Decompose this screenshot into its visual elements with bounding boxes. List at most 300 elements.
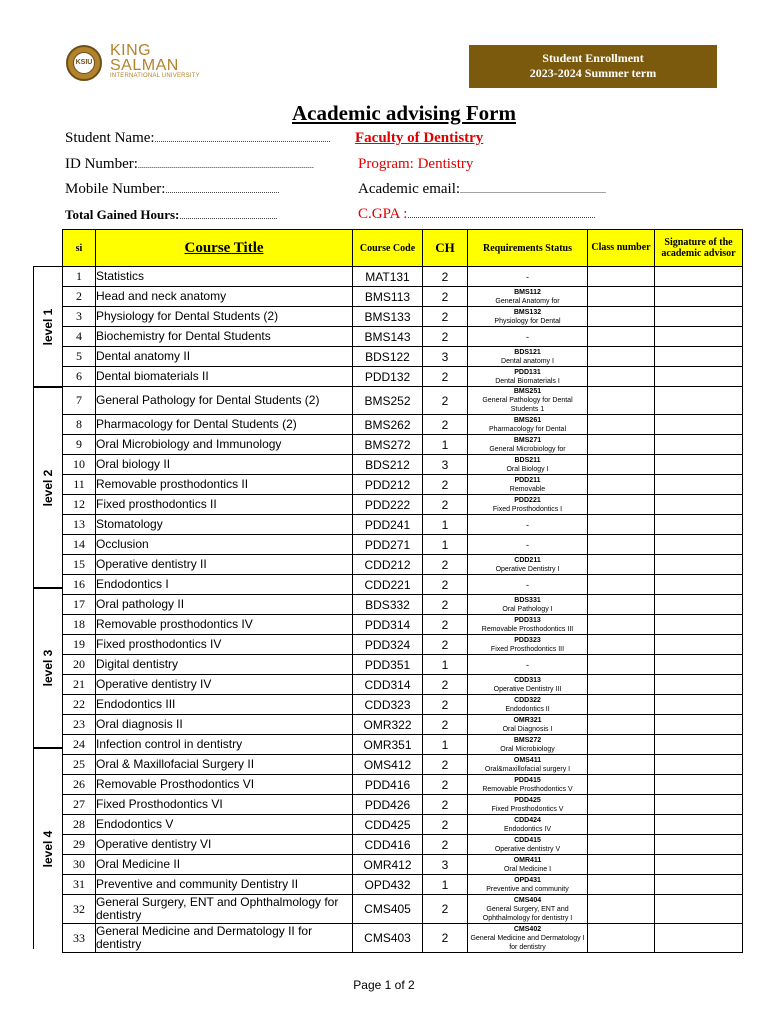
prerequisite-none: - xyxy=(526,660,529,670)
requirements-status xyxy=(468,307,588,327)
requirements-status xyxy=(468,475,588,495)
class-number-cell[interactable] xyxy=(588,367,655,387)
course-title: Operative dentistry IV xyxy=(96,675,353,695)
credit-hours: 2 xyxy=(423,775,468,795)
course-title: Fixed prosthodontics IV xyxy=(96,635,353,655)
advisor-signature-cell[interactable] xyxy=(655,347,743,367)
prerequisite-code: CDD322 xyxy=(514,696,541,704)
credit-hours: 2 xyxy=(423,795,468,815)
advisor-signature-cell[interactable] xyxy=(655,575,743,595)
row-number: 2 xyxy=(63,287,96,307)
table-row xyxy=(63,387,743,415)
course-title: Physiology for Dental Students (2) xyxy=(96,307,353,327)
class-number-cell[interactable] xyxy=(588,695,655,715)
prerequisite-code: BMS251 xyxy=(513,388,542,395)
row-number: 19 xyxy=(63,635,96,655)
class-number-cell[interactable] xyxy=(588,475,655,495)
course-title: Occlusion xyxy=(96,535,353,555)
class-number-cell[interactable] xyxy=(588,435,655,455)
credit-hours: 3 xyxy=(423,455,468,475)
class-number-cell[interactable] xyxy=(588,515,655,535)
row-number: 15 xyxy=(63,555,96,575)
class-number-cell[interactable] xyxy=(588,655,655,675)
prerequisite-code: BMS261 xyxy=(513,416,542,424)
advisor-signature-cell[interactable] xyxy=(655,327,743,347)
advisor-signature-cell[interactable] xyxy=(655,635,743,655)
table-row xyxy=(63,367,743,387)
course-code: CMS403 xyxy=(353,924,423,953)
class-number-cell[interactable] xyxy=(588,287,655,307)
credit-hours: 1 xyxy=(423,435,468,455)
row-number: 26 xyxy=(63,775,96,795)
prerequisite-code: CDD313 xyxy=(514,676,541,684)
course-code: BDS122 xyxy=(353,347,423,367)
advisor-signature-cell[interactable] xyxy=(655,775,743,795)
credit-hours: 2 xyxy=(423,924,468,953)
requirements-status xyxy=(468,675,588,695)
requirements-status xyxy=(468,635,588,655)
course-code: PDD271 xyxy=(353,535,423,555)
table-row xyxy=(63,495,743,515)
requirements-status xyxy=(468,287,588,307)
row-number: 11 xyxy=(63,475,96,495)
prerequisite-name: Removable xyxy=(509,485,546,493)
class-number-cell[interactable] xyxy=(588,795,655,815)
row-number: 29 xyxy=(63,835,96,855)
table-row xyxy=(63,695,743,715)
class-number-cell[interactable] xyxy=(588,307,655,327)
course-code: OMR412 xyxy=(353,855,423,875)
course-code: PDD212 xyxy=(353,475,423,495)
row-number: 3 xyxy=(63,307,96,327)
course-code: PDD426 xyxy=(353,795,423,815)
row-number: 16 xyxy=(63,575,96,595)
requirements-status xyxy=(468,595,588,615)
prerequisite-none: - xyxy=(526,520,529,530)
row-number: 10 xyxy=(63,455,96,475)
course-title: Endodontics I xyxy=(96,575,353,595)
advisor-signature-cell[interactable] xyxy=(655,555,743,575)
level-4-label: level 4 xyxy=(41,830,55,868)
class-number-cell[interactable] xyxy=(588,267,655,287)
table-row xyxy=(63,415,743,435)
table-row xyxy=(63,715,743,735)
prerequisite-code: CDD415 xyxy=(514,836,541,844)
table-row xyxy=(63,755,743,775)
header-course-code: Course Code xyxy=(353,230,423,267)
class-number-cell[interactable] xyxy=(588,455,655,475)
course-title: General Pathology for Dental Students (2) xyxy=(96,387,353,415)
header-si: si xyxy=(63,230,96,267)
course-code: BMS113 xyxy=(353,287,423,307)
id-number-field[interactable]: ID Number:........................................................................................ xyxy=(65,156,314,172)
prerequisite-name: Removable Prosthodontics III xyxy=(481,625,574,633)
requirements-status xyxy=(468,735,588,755)
course-code: BMS262 xyxy=(353,415,423,435)
course-code: OMS412 xyxy=(353,755,423,775)
course-title: Removable Prosthodontics VI xyxy=(96,775,353,795)
table-row xyxy=(63,635,743,655)
class-number-cell[interactable] xyxy=(588,555,655,575)
requirements-status xyxy=(468,715,588,735)
requirements-status xyxy=(468,535,588,555)
advisor-signature-cell[interactable] xyxy=(655,875,743,895)
student-name-field[interactable]: Student Name:........................................................................................ xyxy=(65,130,331,146)
requirements-status xyxy=(468,835,588,855)
class-number-cell[interactable] xyxy=(588,815,655,835)
course-code: PDD241 xyxy=(353,515,423,535)
course-code: CMS405 xyxy=(353,895,423,924)
course-title: General Surgery, ENT and Ophthalmology for dentistry xyxy=(96,895,353,924)
prerequisite-code: OMR411 xyxy=(513,856,542,864)
course-title: Preventive and community Dentistry II xyxy=(96,875,353,895)
credit-hours: 1 xyxy=(423,735,468,755)
page-number: Page 1 of 2 xyxy=(353,978,415,992)
advisor-signature-cell[interactable] xyxy=(655,615,743,635)
course-code: BMS143 xyxy=(353,327,423,347)
course-code: PDD222 xyxy=(353,495,423,515)
course-code: BMS252 xyxy=(353,387,423,415)
prerequisite-code: BDS331 xyxy=(514,596,541,604)
credit-hours: 2 xyxy=(423,415,468,435)
class-number-cell[interactable] xyxy=(588,575,655,595)
prerequisite-code: OPD431 xyxy=(514,876,541,884)
class-number-cell[interactable] xyxy=(588,755,655,775)
row-number: 20 xyxy=(63,655,96,675)
prerequisite-name: Oral Biology I xyxy=(506,465,549,473)
prerequisite-code: OMS411 xyxy=(513,756,542,764)
table-row xyxy=(63,675,743,695)
prerequisite-code: PDD323 xyxy=(514,636,541,644)
credit-hours: 1 xyxy=(423,535,468,555)
class-number-cell[interactable] xyxy=(588,675,655,695)
class-number-cell[interactable] xyxy=(588,535,655,555)
credit-hours: 3 xyxy=(423,855,468,875)
advisor-signature-cell[interactable] xyxy=(655,735,743,755)
course-title: Dental biomaterials II xyxy=(96,367,353,387)
table-row xyxy=(63,924,743,953)
mobile-number-label: Mobile Number: xyxy=(65,181,166,197)
course-title: Statistics xyxy=(96,267,353,287)
course-code: MAT131 xyxy=(353,267,423,287)
credit-hours: 3 xyxy=(423,347,468,367)
prerequisite-code: PDD313 xyxy=(514,616,541,624)
advisor-signature-cell[interactable] xyxy=(655,855,743,875)
advisor-signature-cell[interactable] xyxy=(655,655,743,675)
university-logo xyxy=(66,42,226,82)
class-number-cell[interactable] xyxy=(588,924,655,953)
class-number-cell[interactable] xyxy=(588,595,655,615)
advisor-signature-cell[interactable] xyxy=(655,455,743,475)
requirements-status xyxy=(468,775,588,795)
requirements-status xyxy=(468,327,588,347)
advisor-signature-cell[interactable] xyxy=(655,515,743,535)
advisor-signature-cell[interactable] xyxy=(655,387,743,415)
class-number-cell[interactable] xyxy=(588,415,655,435)
course-code: PDD132 xyxy=(353,367,423,387)
requirements-status xyxy=(468,367,588,387)
prerequisite-name: Operative dentistry V xyxy=(494,845,561,853)
table-row xyxy=(63,655,743,675)
level-3-group xyxy=(33,588,62,748)
table-row xyxy=(63,515,743,535)
level-2-label: level 2 xyxy=(41,469,55,506)
prerequisite-name: Preventive and community xyxy=(486,885,569,893)
prerequisite-code: CMS404 xyxy=(513,896,542,904)
prerequisite-name: General Anatomy for xyxy=(495,297,560,305)
course-title: Fixed Prosthodontics VI xyxy=(96,795,353,815)
form-title: Academic advising Form xyxy=(292,101,516,125)
prerequisite-name: Fixed Prosthodontics III xyxy=(490,645,565,653)
prerequisite-name: Fixed Prosthodontics V xyxy=(491,805,564,813)
table-row xyxy=(63,895,743,924)
row-number: 13 xyxy=(63,515,96,535)
table-row xyxy=(63,615,743,635)
prerequisite-code: CDD424 xyxy=(514,816,541,824)
advisor-signature-cell[interactable] xyxy=(655,675,743,695)
course-code: CDD425 xyxy=(353,815,423,835)
table-row xyxy=(63,455,743,475)
enrollment-term: 2023-2024 Summer term xyxy=(529,66,657,80)
advisor-signature-cell[interactable] xyxy=(655,307,743,327)
credit-hours: 2 xyxy=(423,495,468,515)
advisor-signature-cell[interactable] xyxy=(655,367,743,387)
prerequisite-name: Oral&maxillofacial surgery I xyxy=(484,765,571,773)
requirements-status xyxy=(468,575,588,595)
credit-hours: 2 xyxy=(423,615,468,635)
credit-hours: 2 xyxy=(423,715,468,735)
credit-hours: 2 xyxy=(423,575,468,595)
prerequisite-none: - xyxy=(526,272,529,282)
course-title: Oral biology II xyxy=(96,455,353,475)
row-number: 31 xyxy=(63,875,96,895)
prerequisite-code: BMS271 xyxy=(513,436,542,444)
requirements-status xyxy=(468,515,588,535)
level-3-label: level 3 xyxy=(41,649,55,687)
credit-hours: 1 xyxy=(423,515,468,535)
class-number-cell[interactable] xyxy=(588,895,655,924)
prerequisite-name: Oral Pathology I xyxy=(502,605,553,613)
credit-hours: 2 xyxy=(423,307,468,327)
row-number: 17 xyxy=(63,595,96,615)
credit-hours: 2 xyxy=(423,367,468,387)
row-number: 1 xyxy=(63,267,96,287)
logo-line-3: INTERNATIONAL UNIVERSITY xyxy=(110,73,200,79)
prerequisite-code: OMR321 xyxy=(513,716,542,724)
row-number: 32 xyxy=(63,895,96,924)
course-code: BMS272 xyxy=(353,435,423,455)
table-row xyxy=(63,575,743,595)
academic-email-label: Academic email: xyxy=(358,181,461,197)
prerequisite-name: General Surgery, ENT and Ophthalmology for dentistry I xyxy=(482,905,573,922)
class-number-cell[interactable] xyxy=(588,775,655,795)
advisor-signature-cell[interactable] xyxy=(655,435,743,455)
class-number-cell[interactable] xyxy=(588,875,655,895)
credit-hours: 2 xyxy=(423,287,468,307)
academic-email-field[interactable]: Academic email:......................................................................... xyxy=(358,181,607,197)
credit-hours: 2 xyxy=(423,695,468,715)
requirements-status xyxy=(468,695,588,715)
advisor-signature-cell[interactable] xyxy=(655,815,743,835)
enrollment-banner xyxy=(469,45,717,88)
table-row xyxy=(63,267,743,287)
advisor-signature-cell[interactable] xyxy=(655,924,743,953)
course-title: Removable prosthodontics IV xyxy=(96,615,353,635)
row-number: 6 xyxy=(63,367,96,387)
enrollment-title: Student Enrollment xyxy=(542,51,644,65)
credit-hours: 2 xyxy=(423,555,468,575)
course-title: General Medicine and Dermatology II for dentistry xyxy=(96,924,353,953)
requirements-status xyxy=(468,895,588,924)
table-row xyxy=(63,307,743,327)
course-title: Endodontics III xyxy=(96,695,353,715)
prerequisite-name: General Microbiology for xyxy=(489,445,566,453)
student-name-label: Student Name: xyxy=(65,130,155,146)
row-number: 27 xyxy=(63,795,96,815)
class-number-cell[interactable] xyxy=(588,327,655,347)
prerequisite-name: Fixed Prosthodontics I xyxy=(492,505,563,513)
course-title: Head and neck anatomy xyxy=(96,287,353,307)
prerequisite-name: Oral Microbiology xyxy=(500,745,555,753)
logo-line-1: KING xyxy=(110,42,152,59)
table-row xyxy=(63,555,743,575)
id-number-label: ID Number: xyxy=(65,156,138,172)
row-number: 30 xyxy=(63,855,96,875)
courses-table xyxy=(62,229,743,953)
requirements-status xyxy=(468,795,588,815)
course-code: PDD314 xyxy=(353,615,423,635)
class-number-cell[interactable] xyxy=(588,495,655,515)
requirements-status xyxy=(468,555,588,575)
row-number: 28 xyxy=(63,815,96,835)
prerequisite-code: PDD221 xyxy=(514,496,541,504)
advisor-signature-cell[interactable] xyxy=(655,835,743,855)
requirements-status xyxy=(468,495,588,515)
prerequisite-name: Dental Biomaterials I xyxy=(495,377,560,385)
course-title: Digital dentistry xyxy=(96,655,353,675)
advisor-signature-cell[interactable] xyxy=(655,715,743,735)
level-1-label: level 1 xyxy=(41,308,55,345)
credit-hours: 2 xyxy=(423,895,468,924)
mobile-number-field[interactable]: Mobile Number:......................................................... xyxy=(65,181,280,197)
requirements-status xyxy=(468,815,588,835)
row-number: 9 xyxy=(63,435,96,455)
header-course-title: Course Title xyxy=(96,230,353,267)
class-number-cell[interactable] xyxy=(588,347,655,367)
advisor-signature-cell[interactable] xyxy=(655,795,743,815)
course-code: PDD351 xyxy=(353,655,423,675)
advisor-signature-cell[interactable] xyxy=(655,535,743,555)
gained-hours-field[interactable]: Total Gained Hours:................................................. xyxy=(65,207,278,222)
table-row xyxy=(63,735,743,755)
requirements-status xyxy=(468,615,588,635)
course-title: Removable prosthodontics II xyxy=(96,475,353,495)
table-row xyxy=(63,855,743,875)
class-number-cell[interactable] xyxy=(588,715,655,735)
course-code: BDS212 xyxy=(353,455,423,475)
table-row xyxy=(63,795,743,815)
row-number: 8 xyxy=(63,415,96,435)
table-row xyxy=(63,775,743,795)
prerequisite-name: Endodontics IV xyxy=(503,825,552,833)
requirements-status xyxy=(468,435,588,455)
prerequisite-code: PDD425 xyxy=(514,796,541,804)
prerequisite-code: BDS121 xyxy=(514,348,541,356)
prerequisite-name: General Pathology for Dental Students 1 xyxy=(482,397,573,413)
credit-hours: 2 xyxy=(423,815,468,835)
requirements-status xyxy=(468,855,588,875)
course-code: BDS332 xyxy=(353,595,423,615)
credit-hours: 2 xyxy=(423,635,468,655)
course-rows xyxy=(63,267,743,953)
advisor-signature-cell[interactable] xyxy=(655,415,743,435)
row-number: 4 xyxy=(63,327,96,347)
class-number-cell[interactable] xyxy=(588,735,655,755)
row-number: 25 xyxy=(63,755,96,775)
course-title: Dental anatomy II xyxy=(96,347,353,367)
table-row xyxy=(63,815,743,835)
table-row xyxy=(63,347,743,367)
prerequisite-none: - xyxy=(526,332,529,342)
table-row xyxy=(63,327,743,347)
cgpa-label: C.GPA : xyxy=(358,206,408,222)
class-number-cell[interactable] xyxy=(588,835,655,855)
requirements-status xyxy=(468,347,588,367)
course-title: Biochemistry for Dental Students xyxy=(96,327,353,347)
table-row xyxy=(63,835,743,855)
course-code: OMR351 xyxy=(353,735,423,755)
course-title: Pharmacology for Dental Students (2) xyxy=(96,415,353,435)
prerequisite-code: CMS402 xyxy=(513,925,542,933)
header-requirements: Requirements Status xyxy=(468,230,588,267)
advisor-signature-cell[interactable] xyxy=(655,895,743,924)
class-number-cell[interactable] xyxy=(588,635,655,655)
prerequisite-code: BMS112 xyxy=(514,288,541,296)
course-code: BMS133 xyxy=(353,307,423,327)
course-code: CDD416 xyxy=(353,835,423,855)
credit-hours: 2 xyxy=(423,475,468,495)
class-number-cell[interactable] xyxy=(588,387,655,415)
requirements-status xyxy=(468,924,588,953)
level-4-group xyxy=(33,748,62,949)
prerequisite-name: General Medicine and Dermatology I for dentistry xyxy=(470,934,585,951)
gained-hours-label: Total Gained Hours: xyxy=(65,207,180,222)
table-header-row xyxy=(63,230,743,267)
course-code: CDD323 xyxy=(353,695,423,715)
advisor-signature-cell[interactable] xyxy=(655,475,743,495)
advisor-signature-cell[interactable] xyxy=(655,287,743,307)
course-title: Oral diagnosis II xyxy=(96,715,353,735)
advisor-signature-cell[interactable] xyxy=(655,695,743,715)
program-label: Program: Dentistry xyxy=(358,156,474,172)
credit-hours: 2 xyxy=(423,595,468,615)
credit-hours: 1 xyxy=(423,655,468,675)
course-code: OPD432 xyxy=(353,875,423,895)
class-number-cell[interactable] xyxy=(588,615,655,635)
advisor-signature-cell[interactable] xyxy=(655,267,743,287)
advisor-signature-cell[interactable] xyxy=(655,755,743,775)
advisor-signature-cell[interactable] xyxy=(655,495,743,515)
requirements-status xyxy=(468,655,588,675)
cgpa-field[interactable]: C.GPA :.............................................................................................. xyxy=(358,206,596,222)
prerequisite-code: PDD131 xyxy=(514,368,541,376)
table-row xyxy=(63,435,743,455)
prerequisite-name: Physiology for Dental xyxy=(494,317,561,325)
credit-hours: 2 xyxy=(423,327,468,347)
advisor-signature-cell[interactable] xyxy=(655,595,743,615)
class-number-cell[interactable] xyxy=(588,855,655,875)
row-number: 22 xyxy=(63,695,96,715)
